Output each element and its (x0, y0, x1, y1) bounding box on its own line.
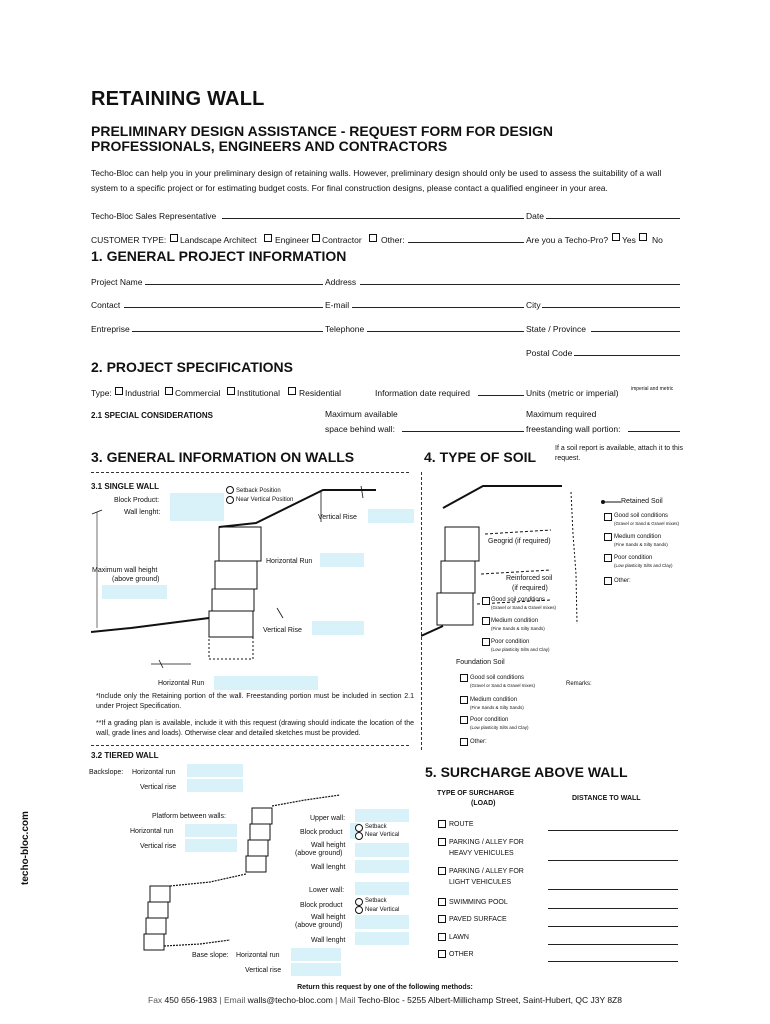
address-label: Address (325, 277, 357, 287)
near-vertical-label: Near Vertical Position (236, 497, 294, 503)
max-wall-height-label-2: (above ground) (112, 576, 160, 583)
wall-block-2 (215, 561, 257, 589)
lower-height-label-1: Wall height (311, 914, 346, 921)
light-parking-label-2: LIGHT VEHICULES (449, 879, 512, 886)
lower-height-field[interactable] (355, 915, 409, 929)
upper-near-vertical-label: Near Vertical (365, 832, 400, 838)
toe-slope-line (91, 618, 209, 632)
lower-near-vertical-label: Near Vertical (365, 907, 400, 913)
reinforced-medium-sub: (Fine Sands & Silty Sands) (491, 626, 545, 631)
base-run-label: Horizontal run (236, 952, 280, 959)
section-5-heading: 5. SURCHARGE ABOVE WALL (425, 764, 628, 780)
reinforced-poor-checkbox[interactable] (482, 638, 490, 646)
state-label: State / Province (526, 324, 587, 334)
route-label: ROUTE (449, 821, 474, 828)
commercial-label: Commercial (175, 388, 221, 398)
retained-other-checkbox[interactable] (604, 577, 612, 585)
surcharge-other-distance-field[interactable] (548, 961, 678, 962)
contact-field[interactable] (124, 307, 323, 308)
city-field[interactable] (542, 307, 680, 308)
heavy-parking-label-1: PARKING / ALLEY FOR (449, 839, 524, 846)
lower-setback-label: Setback (365, 898, 387, 904)
section-3-divider (91, 472, 409, 473)
other-label: Other: (381, 235, 405, 245)
mail-address: Techo-Bloc - 5255 Albert-Millichamp Street, Saint-Hubert, QC J3Y 8Z8 (357, 995, 622, 1005)
soil-wall-block-3 (437, 593, 473, 625)
date-field[interactable] (546, 218, 680, 219)
light-parking-distance-field[interactable] (548, 889, 678, 890)
platform-run-label: Horizontal run (130, 828, 174, 835)
upper-wall-field[interactable] (355, 809, 409, 822)
type-label: Type: (91, 388, 112, 398)
reinforced-medium-checkbox[interactable] (482, 617, 490, 625)
project-name-field[interactable] (145, 284, 323, 285)
other-checkbox[interactable] (369, 234, 377, 242)
horizontal-run-2-label: Horizontal Run (158, 680, 205, 687)
foundation-poor-checkbox[interactable] (460, 716, 468, 724)
tiered-platform (170, 874, 246, 886)
backslope-run-label: Horizontal run (132, 769, 176, 776)
special-considerations-heading: 2.1 SPECIAL CONSIDERATIONS (91, 411, 213, 420)
commercial-checkbox[interactable] (165, 387, 173, 395)
institutional-label: Institutional (237, 388, 280, 398)
telephone-field[interactable] (367, 331, 524, 332)
wall-block-4 (209, 611, 253, 637)
landscape-architect-checkbox[interactable] (170, 234, 178, 242)
wall-length-label: Wall lenght: (124, 509, 161, 516)
customer-type-label: CUSTOMER TYPE: (91, 235, 167, 245)
upper-length-field[interactable] (355, 860, 409, 873)
buried-block (209, 637, 253, 659)
separator-2: | (335, 995, 338, 1005)
max-wall-height-label-1: Maximum wall height (92, 567, 158, 574)
surcharge-other-checkbox[interactable] (438, 950, 446, 958)
fax-label: Fax (148, 995, 163, 1005)
retained-poor-sub: (Low plasticity Silts and Clay) (614, 563, 673, 568)
pool-checkbox[interactable] (438, 898, 446, 906)
lower-setback-radio[interactable] (355, 898, 363, 906)
backslope-run-field[interactable] (187, 764, 243, 777)
intro-text: Techo-Bloc can help you in your preliminary design of retaining walls. However, preliminary design should only be used to assess the suitability of a wall system to a specific project or for estimating budget costs. For final construction designs, please contact a qualified engineer in your area. (91, 168, 662, 193)
contractor-label: Contractor (322, 235, 362, 245)
contractor-checkbox[interactable] (312, 234, 320, 242)
reinforced-label-2: (if required) (512, 585, 548, 592)
lower-height-label-2: (above ground) (295, 922, 343, 929)
foundation-other-label: Other: (470, 739, 487, 745)
upper-height-field[interactable] (355, 843, 409, 857)
lawn-distance-field[interactable] (548, 944, 678, 945)
email-address[interactable]: walls@techo-bloc.com (247, 995, 333, 1005)
section-4-heading: 4. TYPE OF SOIL (424, 449, 537, 465)
techo-pro-label: Are you a Techo-Pro? (526, 235, 609, 245)
foundation-good-checkbox[interactable] (460, 674, 468, 682)
lower-length-label: Wall lenght (311, 937, 346, 944)
pool-distance-field[interactable] (548, 908, 678, 909)
units-note: imperial and metric (631, 386, 674, 392)
foundation-medium-checkbox[interactable] (460, 696, 468, 704)
retained-poor-label: Poor condition (614, 555, 653, 561)
tiered-base (164, 940, 230, 946)
surcharge-other-label: OTHER (449, 951, 474, 958)
backslope-label: Backslope: (89, 769, 124, 776)
info-date-label: Information date required (375, 388, 470, 398)
single-wall-note-2: **If a grading plan is available, include it with this request (drawing should indicate the location of the wall, grade lines and loads). Otherwise clear and detailed sketches must be provided. (96, 720, 414, 737)
section-1-heading: 1. GENERAL PROJECT INFORMATION (91, 248, 347, 264)
landscape-architect-label: Landscape Architect (180, 235, 257, 245)
lower-wall-field[interactable] (355, 882, 409, 895)
surcharge-type-label-1: TYPE OF SURCHARGE (437, 790, 515, 797)
platform-rise-label: Vertical rise (140, 843, 177, 850)
heavy-parking-checkbox[interactable] (438, 838, 446, 846)
max-height-field[interactable] (628, 431, 680, 432)
max-space-field[interactable] (402, 431, 524, 432)
max-space-label-1: Maximum available (325, 409, 398, 419)
surcharge-type-label-2: (LOAD) (471, 800, 496, 807)
retained-soil-label: Retained Soil (621, 498, 663, 505)
foundation-medium-label: Medium condition (470, 697, 518, 703)
postal-label: Postal Code (526, 348, 573, 358)
telephone-label: Telephone (325, 324, 365, 334)
engineer-checkbox[interactable] (264, 234, 272, 242)
max-height-label-1: Maximum required (526, 409, 597, 419)
distance-label: DISTANCE TO WALL (572, 795, 641, 802)
reinforced-good-checkbox[interactable] (482, 597, 490, 605)
tiered-wall-diagram (140, 790, 343, 970)
foundation-soil-label: Foundation Soil (456, 659, 505, 666)
soil-top-line (443, 486, 562, 508)
max-space-label-2: space behind wall: (325, 424, 395, 434)
lower-block-1 (150, 886, 170, 902)
light-parking-checkbox[interactable] (438, 867, 446, 875)
contact-line (0, 995, 770, 1005)
foundation-poor-sub: (Low plasticity Silts and Clay) (470, 725, 529, 730)
horizontal-run-2-field[interactable] (214, 676, 318, 690)
route-distance-field[interactable] (548, 830, 678, 831)
retained-good-checkbox[interactable] (604, 513, 612, 521)
foundation-other-checkbox[interactable] (460, 738, 468, 746)
platform-label: Platform between walls: (152, 813, 226, 820)
industrial-label: Industrial (125, 388, 160, 398)
pool-label: SWIMMING POOL (449, 899, 508, 906)
email-footer-label: Email (223, 995, 246, 1005)
techo-pro-yes-checkbox[interactable] (612, 233, 620, 241)
foundation-poor-label: Poor condition (470, 717, 509, 723)
techo-pro-yes-label: Yes (622, 235, 636, 245)
reinforced-label-1: Reinforced soil (506, 575, 553, 582)
section-2-heading: 2. PROJECT SPECIFICATIONS (91, 359, 293, 375)
soil-wall-block-1 (445, 527, 479, 561)
entreprise-field[interactable] (132, 331, 323, 332)
engineer-label: Engineer (275, 235, 310, 245)
tiered-wall-heading: 3.2 TIERED WALL (91, 751, 159, 760)
heavy-parking-label-2: HEAVY VEHICULES (449, 850, 514, 857)
foundation-medium-sub: (Fine Sands & Silty Sands) (470, 705, 524, 710)
separator-1: | (219, 995, 222, 1005)
techo-pro-no-checkbox[interactable] (639, 233, 647, 241)
institutional-checkbox[interactable] (227, 387, 235, 395)
paved-label: PAVED SURFACE (449, 916, 507, 923)
residential-checkbox[interactable] (288, 387, 296, 395)
reinforced-good-sub: (Gravel or Sand & Gravel mixes) (491, 605, 557, 610)
setback-label: Setback Position (236, 488, 281, 494)
city-label: City (526, 300, 541, 310)
reinforced-medium-label: Medium condition (491, 618, 539, 624)
vertical-rise-2-label: Vertical Rise (263, 627, 302, 634)
retained-medium-label: Medium condition (614, 534, 662, 540)
foundation-good-label: Good soil conditions (470, 675, 525, 681)
lower-wall-label: Lower wall: (309, 887, 345, 894)
wall-block-3 (212, 589, 254, 611)
sales-rep-label: Techo-Bloc Sales Representative (91, 211, 217, 221)
techo-pro-no-label: No (652, 235, 663, 245)
industrial-checkbox[interactable] (115, 387, 123, 395)
email-field[interactable] (352, 307, 524, 308)
fax-number[interactable]: 450 656-1983 (164, 995, 218, 1005)
mail-label: Mail (339, 995, 356, 1005)
email-label: E-mail (325, 300, 350, 310)
other-field[interactable] (408, 242, 524, 243)
geogrid-label: Geogrid (if required) (488, 538, 551, 545)
upper-setback-label: Setback (365, 824, 387, 830)
lawn-checkbox[interactable] (438, 933, 446, 941)
single-wall-diagram (91, 478, 421, 678)
upper-length-label: Wall lenght (311, 864, 346, 871)
tiered-divider (91, 745, 409, 746)
project-name-label: Project Name (91, 277, 143, 287)
state-field[interactable] (591, 331, 680, 332)
soil-wall-block-2 (441, 561, 475, 593)
sidebar-url: techo-bloc.com (20, 811, 31, 885)
retained-poor-checkbox[interactable] (604, 554, 612, 562)
remarks-label: Remarks: (566, 681, 592, 687)
retained-good-label: Good soil conditions (614, 513, 669, 519)
retained-other-label: Other: (614, 578, 631, 584)
residential-label: Residential (299, 388, 342, 398)
lower-near-vertical-radio[interactable] (355, 906, 363, 914)
address-field[interactable] (360, 284, 680, 285)
lower-block-label: Block product (300, 902, 343, 909)
soil-report-note: If a soil report is available, attach it to this request. (555, 445, 684, 462)
horizontal-run-label: Horizontal Run (266, 558, 313, 565)
wall-block-1 (219, 527, 261, 561)
max-height-label-2: freestanding wall portion: (526, 424, 621, 434)
lawn-label: LAWN (449, 934, 469, 941)
retained-medium-checkbox[interactable] (604, 533, 612, 541)
single-wall-note-1: *Include only the Retaining portion of the wall. Freestanding portion must be included in section 2.1 under Project Specification. (96, 693, 414, 710)
date-label: Date (526, 211, 544, 221)
reinforced-good-label: Good soil conditions (491, 597, 546, 603)
backslope-line (219, 490, 376, 527)
contact-label: Contact (91, 300, 121, 310)
tiered-backslope (272, 795, 340, 806)
base-rise-label: Vertical rise (245, 967, 282, 974)
lower-length-field[interactable] (355, 932, 409, 945)
section-3-heading: 3. GENERAL INFORMATION ON WALLS (91, 449, 355, 465)
entreprise-label: Entreprise (91, 324, 130, 334)
info-date-field[interactable] (478, 395, 524, 396)
upper-wall-label: Upper wall: (310, 815, 346, 822)
single-wall-heading: 3.1 SINGLE WALL (91, 482, 160, 491)
upper-setback-radio[interactable] (355, 824, 363, 832)
retained-medium-sub: (Fine Sands & Silty Sands) (614, 542, 668, 547)
upper-block-1 (252, 808, 272, 824)
foundation-good-sub: (Gravel or Sand & Gravel mixes) (470, 683, 536, 688)
vertical-rise-label: Vertical Rise (318, 514, 357, 521)
backslope-rise-label: Vertical rise (140, 784, 177, 791)
paved-checkbox[interactable] (438, 915, 446, 923)
upper-height-label-1: Wall height (311, 842, 346, 849)
reinforced-poor-sub: (Low plasticity Silts and Clay) (491, 647, 550, 652)
page-title: RETAINING WALL (91, 88, 265, 110)
upper-block-label: Block product (300, 829, 343, 836)
return-instructions: Return this request by one of the following methods: (297, 984, 473, 991)
sales-rep-field[interactable] (222, 218, 524, 219)
light-parking-label-1: PARKING / ALLEY FOR (449, 868, 524, 875)
route-checkbox[interactable] (438, 820, 446, 828)
units-label: Units (metric or imperial) (526, 388, 619, 398)
base-slope-label: Base slope: (192, 952, 229, 959)
heavy-parking-distance-field[interactable] (548, 860, 678, 861)
block-product-label: Block Product: (114, 497, 160, 504)
reinforced-poor-label: Poor condition (491, 639, 530, 645)
postal-field[interactable] (574, 355, 680, 356)
upper-height-label-2: (above ground) (295, 850, 343, 857)
upper-near-vertical-radio[interactable] (355, 832, 363, 840)
paved-distance-field[interactable] (548, 926, 678, 927)
page-subtitle: PRELIMINARY DESIGN ASSISTANCE - REQUEST FORM FOR DESIGN PROFESSIONALS, ENGINEERS AND CONTRACTORS (91, 123, 554, 154)
retained-good-sub: (Gravel or Sand & Gravel mixes) (614, 521, 680, 526)
